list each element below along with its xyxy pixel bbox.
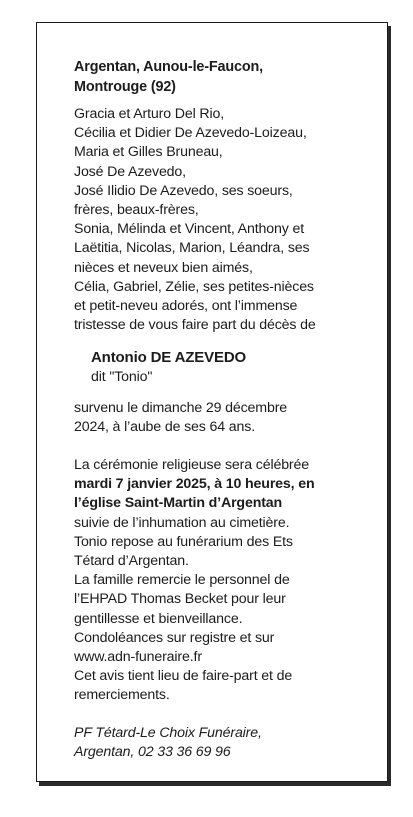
family-line: tristesse de vous faire part du décès de — [74, 317, 316, 334]
ceremony-line: l’EHPAD Thomas Becket pour leur — [74, 591, 286, 608]
ceremony-details — [74, 456, 374, 706]
death-details — [74, 399, 374, 437]
notice-heading — [74, 58, 374, 97]
family-line: Maria et Gilles Bruneau, — [74, 144, 223, 161]
condolences-website: www.adn-funeraire.fr — [74, 649, 202, 666]
ceremony-line: suivie de l’inhumation au cimetière. — [74, 514, 290, 531]
death-line: survenu le dimanche 29 décembre — [74, 399, 288, 416]
family-line: José De Azevedo, — [74, 163, 186, 180]
ceremony-line: gentillesse et bienveillance. — [74, 610, 243, 627]
signature-line: Argentan, 02 33 36 69 96 — [74, 743, 231, 760]
family-list — [74, 105, 374, 335]
ceremony-date: mardi 7 janvier 2025, à 10 heures, en — [74, 476, 315, 493]
ceremony-line: La famille remercie le personnel de — [74, 572, 290, 589]
family-line: José Ilidio De Azevedo, ses soeurs, — [74, 182, 293, 199]
family-line: frères, beaux-frères, — [74, 202, 199, 219]
family-line: Célia, Gabriel, Zélie, ses petites-nièces — [74, 278, 314, 295]
family-line: nièces et neveux bien aimés, — [74, 259, 253, 276]
heading-line: Argentan, Aunou-le-Faucon, — [74, 59, 264, 75]
family-line: Laëtitia, Nicolas, Marion, Léandra, ses — [74, 240, 310, 257]
funeral-home-signature — [74, 724, 374, 762]
family-line: Sonia, Mélinda et Vincent, Anthony et — [74, 221, 305, 238]
family-line: Cécilia et Didier De Azevedo-Loizeau, — [74, 125, 307, 142]
family-line: Gracia et Arturo Del Rio, — [74, 106, 225, 122]
heading-line: Montrouge (92) — [74, 78, 176, 95]
family-line: et petit-neveu adorés, ont l’immense — [74, 298, 298, 315]
ceremony-line: Cet avis tient lieu de faire-part et de — [74, 668, 293, 685]
deceased-nickname: dit "Tonio" — [91, 369, 153, 386]
deceased-block — [91, 348, 374, 387]
deceased-name: Antonio DE AZEVEDO — [91, 349, 247, 367]
notice-content — [74, 58, 374, 762]
ceremony-line: Tonio repose au funérarium des Ets — [74, 533, 293, 550]
death-line: 2024, à l’aube de ses 64 ans. — [74, 418, 256, 435]
ceremony-intro: La cérémonie religieuse sera célébrée — [74, 457, 309, 474]
ceremony-line: Tétard d’Argentan. — [74, 553, 189, 570]
signature-line: PF Tétard-Le Choix Funéraire, — [74, 724, 262, 741]
ceremony-line: remerciements. — [74, 687, 170, 704]
ceremony-line: Condoléances sur registre et sur — [74, 629, 275, 646]
ceremony-location: l’église Saint-Martin d’Argentan — [74, 495, 283, 512]
